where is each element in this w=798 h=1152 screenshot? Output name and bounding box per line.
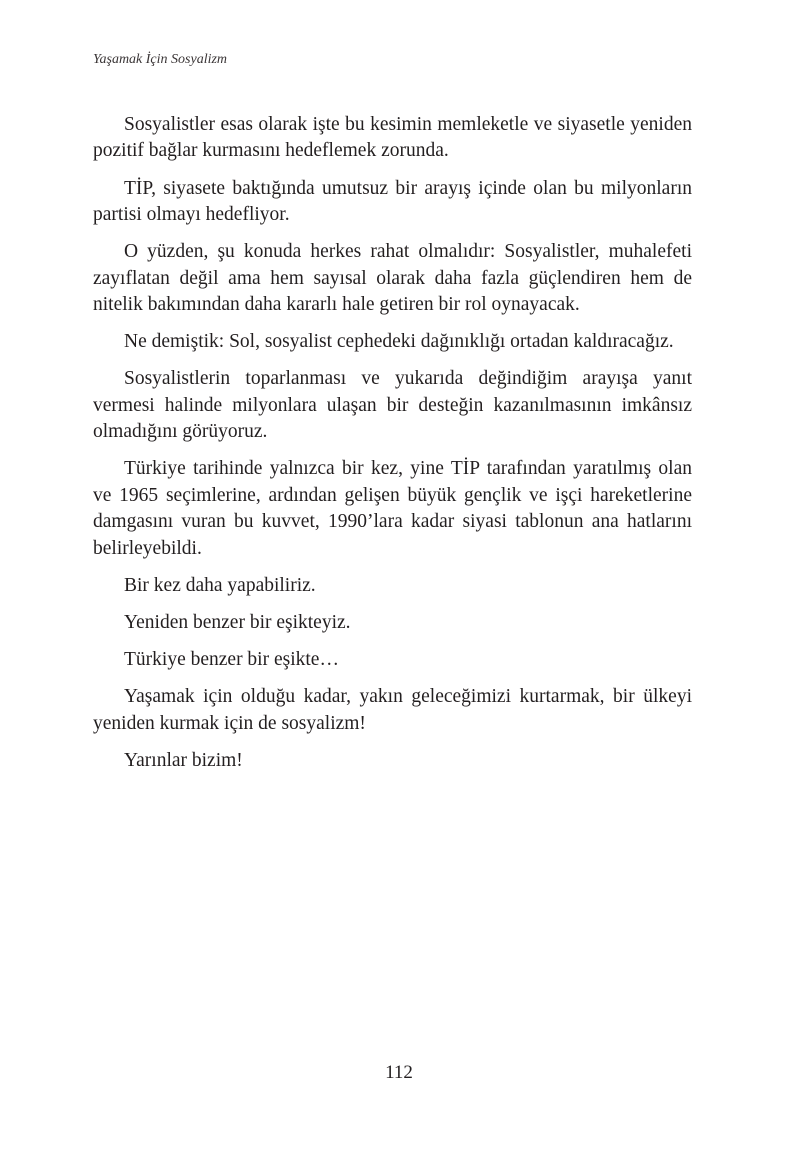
paragraph: O yüzden, şu konuda herkes rahat olmalıdır: Sosyalistler, muhalefeti zayıflatan değil ama hem sayısal olarak daha fazla güçlendiren hem de nitelik bakımından daha kararlı hale getiren bir rol oynayacak. (93, 241, 692, 316)
page-number: 112 (385, 1062, 413, 1083)
running-header: Yaşamak İçin Sosyalizm (93, 52, 228, 67)
paragraph: Yaşamak için olduğu kadar, yakın geleceğimizi kurtarmak, bir ülkeyi yeniden kurmak için de sosyalizm! (93, 686, 692, 734)
paragraph: TİP, siyasete baktığında umutsuz bir arayış içinde olan bu milyonların partisi olmayı hedefliyor. (93, 177, 692, 226)
body-text (93, 112, 692, 785)
paragraph: Bir kez daha yapabiliriz. (124, 574, 316, 596)
paragraph: Ne demiştik: Sol, sosyalist cephedeki dağınıklığı ortadan kaldıracağız. (124, 331, 674, 353)
paragraph: Türkiye benzer bir eşikte… (124, 649, 339, 671)
paragraph: Sosyalistler esas olarak işte bu kesimin memleketle ve siyasetle yeniden pozitif bağlar kurmasını hedeflemek zorunda. (93, 114, 692, 162)
paragraph: Türkiye tarihinde yalnızca bir kez, yine TİP tarafından yaratılmış olan ve 1965 seçimlerine, ardından gelişen büyük gençlik ve işçi hareketlerine damgasını vuran bu kuvvet, 1990’lara kadar siyasi tablonun ana hatlarını belirleyebildi. (93, 458, 692, 559)
paragraph: Yeniden benzer bir eşikteyiz. (124, 612, 351, 634)
paragraph: Sosyalistlerin toparlanması ve yukarıda değindiğim arayışa yanıt vermesi halinde milyonlara ulaşan bir desteğin kazanılmasının imkânsız olmadığını görüyoruz. (93, 368, 692, 443)
paragraph: Yarınlar bizim! (124, 750, 243, 772)
